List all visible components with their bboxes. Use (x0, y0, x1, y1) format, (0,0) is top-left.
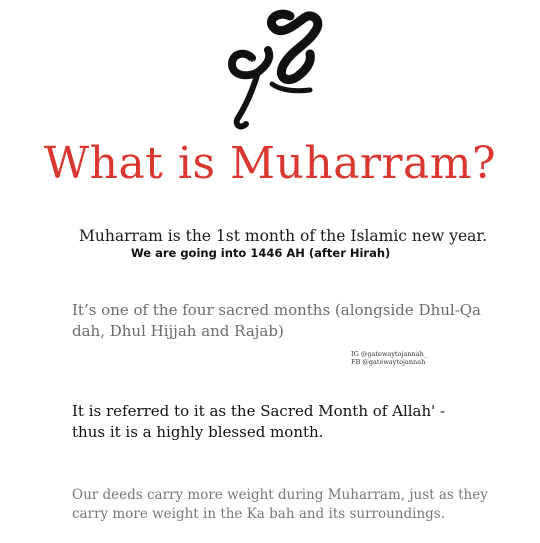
instagram-handle: IG @gatewaytojannah_ (351, 350, 428, 358)
year-note: We are going into 1446 AH (after Hirah) (131, 246, 391, 260)
intro-text: Muharram is the 1st month of the Islamic new year. (79, 227, 488, 245)
deeds-text: Our deeds carry more weight during Muharram, just as they carry more weight in the Ka bah and its surroundings. (72, 487, 488, 522)
muharram-calligraphy-icon (218, 6, 328, 136)
sacred-month-text: It is referred to it as the Sacred Month of Allah' - thus it is a highly blessed month. (72, 402, 446, 441)
page-title: What is Muharram? (43, 138, 497, 189)
sacred-months-text: It’s one of the four sacred months (alongside Dhul-Qa dah, Dhul Hijjah and Rajab) (72, 301, 481, 340)
facebook-handle: FB @gatewaytojannah (351, 358, 426, 366)
social-credit (351, 350, 427, 366)
svg-text:الله: الله (240, 60, 255, 71)
